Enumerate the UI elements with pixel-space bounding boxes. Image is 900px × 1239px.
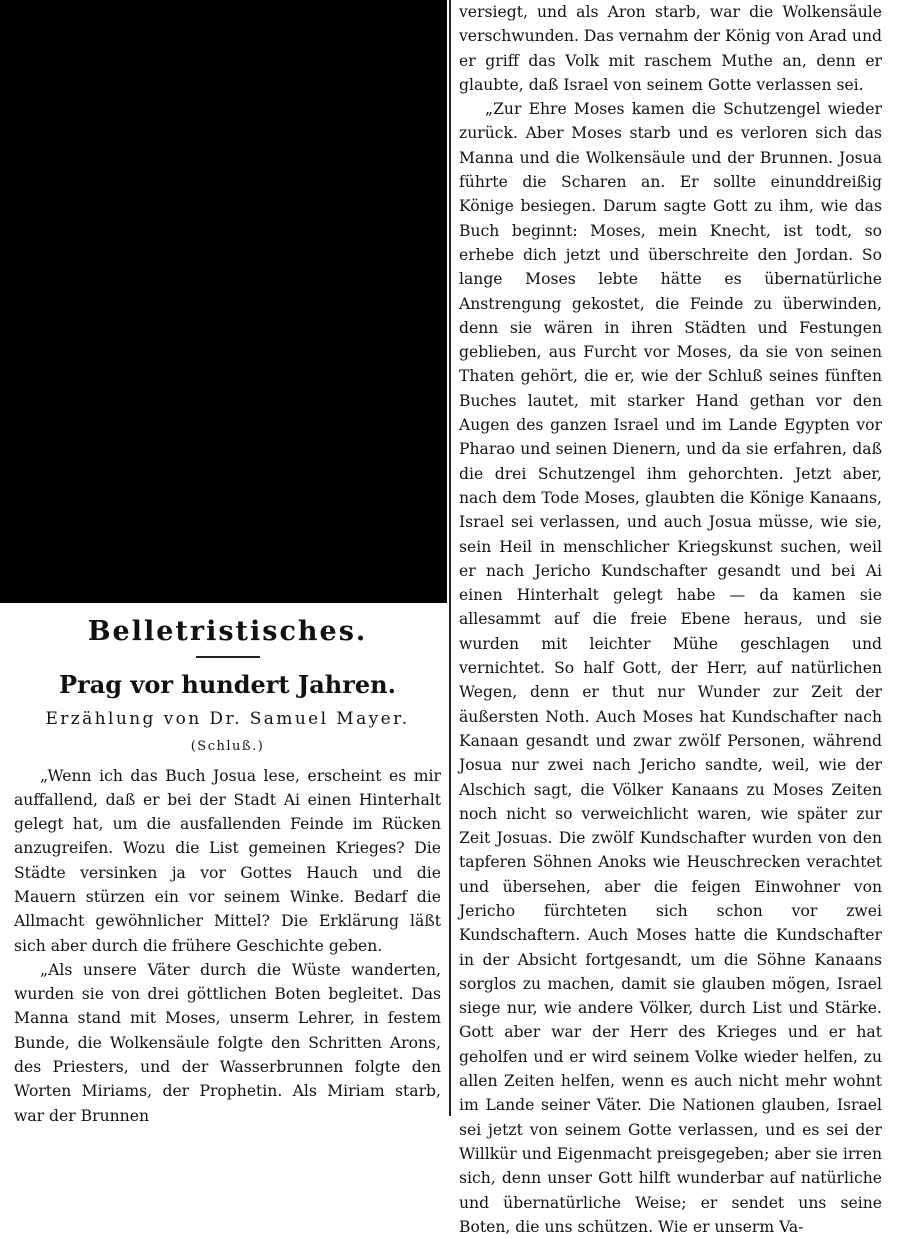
section-title: Belletristisches. [87,616,368,647]
heading-rule [196,656,260,658]
paragraph: „Wenn ich das Buch Josua lese, erscheint es mir auffallend, daß er bei der Stadt Ai einen Hinterhalt gelegt hat, um die ausfallenden Feinde im Rücken anzugreifen. Wozu die List gemeinen Krieges? Die Städte versinken ja vor Gottes Hauch und die Mauern stürzen ein vor seinem Winke. Bedarf die Allmacht gewöhnlicher Mittel? Die Erklärung läßt sich aber durch die frühere Geschichte geben. [14,766,441,955]
article-heading [14,612,441,758]
left-column [14,612,441,1128]
paragraph: „Als unsere Väter durch die Wüste wanderten, wurden sie von drei göttlichen Boten begleitet. Das Manna stand mit Moses, unserm Lehrer, in festem Bunde, die Wolkensäule folgte den Schritten Arons, des Priesters, und der Wasserbrunnen folgte den Worten Miriams, der Prophetin. Als Miriam starb, war der Brunnen [14,960,441,1125]
redacted-image-area [0,0,447,603]
right-column [459,0,882,1239]
continuation-note: (Schluß.) [190,738,265,754]
paragraph: „Zur Ehre Moses kamen die Schutzengel wieder zurück. Aber Moses starb und es verloren sich das Manna und die Wolkensäule und der Brunnen. Josua führte die Scharen an. Er sollte einunddreißig Könige besiegen. Darum sagte Gott zu ihm, wie das Buch beginnt: Moses, mein Knecht, ist todt, so erhebe dich jetzt und überschreite den Jordan. So lange Moses lebte hätte es übernatürliche Anstrengung gekostet, die Feinde zu überwinden, denn sie wären in ihren Städten und Festungen geblieben, aus Furcht vor Moses, da sie von seinen Thaten gehört, die er, wie der Schluß seines fünften Buches lautet, mit starker Hand gethan vor den Augen des ganzen Israel und im Lande Egypten vor Pharao und seinen Dienern, und da sie erfahren, daß die drei Schutzengel ihm gehorchten. Jetzt aber, nach dem Tode Moses, glaubten die Könige Kanaans, Israel sei verlassen, und auch Josua müsse, wie sie, sein Heil in menschlicher Kriegskunst suchen, weil er nach Jericho Kundschafter gesandt und bei Ai einen Hinterhalt gelegt habe — da kamen sie allesammt auf die freie Ebene heraus, und sie wurden mit leichter Mühe geschlagen und vernichtet. So half Gott, der Herr, auf natürlichen Wegen, denn er thut nur Wunder zur Zeit der äußersten Noth. Auch Moses hat Kundschafter nach Kanaan gesandt und zwar zwölf Personen, während Josua nur zwei nach Jericho sandte, weil, wie der Alschich sagt, die Völker Kanaans zu Moses Zeiten noch nicht so verweichlicht waren, wie später zur Zeit Josuas. Die zwölf Kundschafter wurden von den tapferen Söhnen Anoks wie Heuschrecken verachtet und übersehen, aber die feigen Einwohner von Jericho fürchteten sich schon vor zwei Kundschaftern. Auch Moses hatte die Kundschafter in der Absicht fortgesandt, um die Söhne Kanaans sorglos zu machen, damit sie glauben mögen, Israel siege nur, wie andere Völker, durch List und Stärke. Gott aber war der Herr des Krieges und er hat geholfen und er wird seinem Volke wieder helfen, zu allen Zeiten helfen, wenn es auch nicht mehr wohnt im Lande seiner Väter. Die Nationen glauben, Israel sei jetzt von seinem Gotte verlassen, und es sei der Willkür und Eigenmacht preisgegeben; aber sie irren sich, denn unser Gott hilft wunderbar auf natürliche und übernatürliche Weise; er sendet uns seine Boten, die uns schützen. Wie er unserm Va- [459,100,882,1236]
story-byline: Erzählung von Dr. Samuel Mayer. [45,708,410,729]
story-title: Prag vor hundert Jahren. [59,669,396,699]
column-divider [449,0,451,1116]
paragraph: versiegt, und als Aron starb, war die Wolkensäule verschwunden. Das vernahm der König von Arad und er griff das Volk mit raschem Muthe an, denn er glaubte, daß Israel von seinem Gotte verlassen sei. [459,3,882,94]
